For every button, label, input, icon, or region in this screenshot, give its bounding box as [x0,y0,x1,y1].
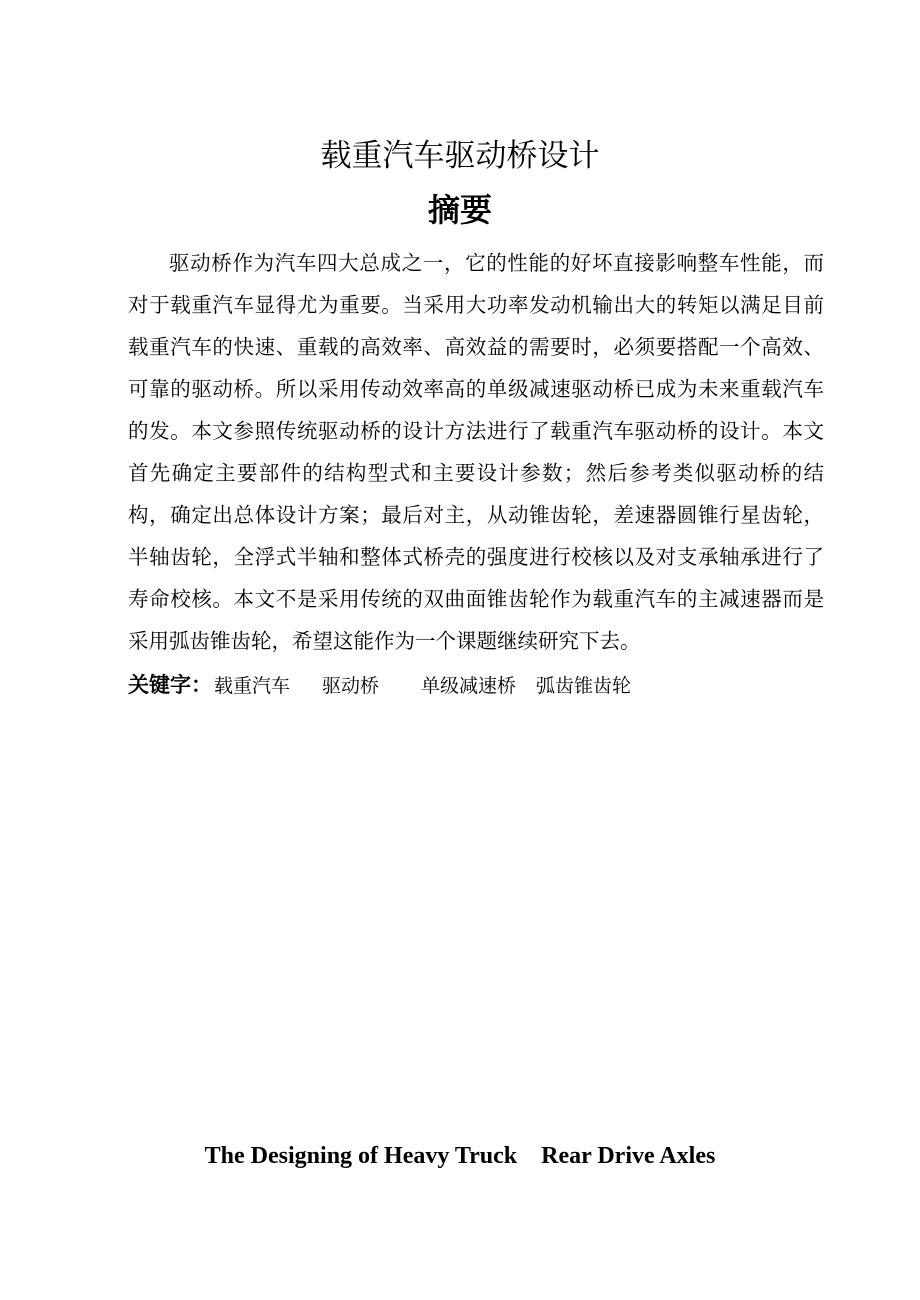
document-title: 载重汽车驱动桥设计 [320,138,600,174]
abstract-heading: 摘要 [427,191,492,229]
keyword-item: 载重汽车 [214,675,291,697]
keywords-label: 关键字： [128,673,212,697]
english-title: The Designing of Heavy Truck Rear Drive Axles [204,1143,716,1169]
keywords-line [128,668,828,703]
keyword-item: 单级减速桥 [421,675,517,697]
keyword-item: 驱动桥 [322,675,380,697]
keyword-item: 弧齿锥齿轮 [536,675,632,697]
abstract-paragraph: 驱动桥作为汽车四大总成之一，它的性能的好坏直接影响整车性能，而对于载重汽车显得尤为重要。当采用大功率发动机输出大的转矩以满足目前载重汽车的快速、重载的高效率、高效益的需要时，必须要搭配一个高效、可靠的驱动桥。所以采用传动效率高的单级减速驱动桥已成为未来重载汽车的发。本文参照传统驱动桥的设计方法进行了载重汽车驱动桥的设计。本文首先确定主要部件的结构型式和主要设计参数；然后参考类似驱动桥的结构，确定出总体设计方案；最后对主，从动锥齿轮，差速器圆锥行星齿轮，半轴齿轮，全浮式半轴和整体式桥壳的强度进行校核以及对支承轴承进行了寿命校核。本文不是采用传统的双曲面锥齿轮作为载重汽车的主减速器而是采用弧齿锥齿轮，希望这能作为一个课题继续研究下去。 [128,251,824,653]
